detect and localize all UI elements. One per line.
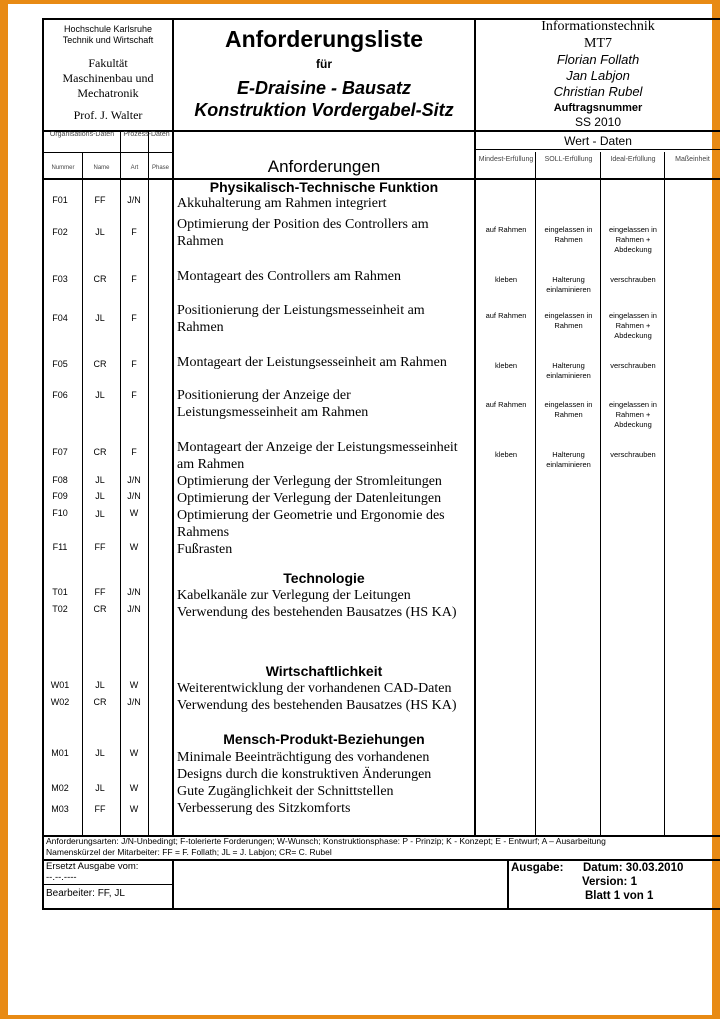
subtitle-line2: Konstruktion Vordergabel-Sitz — [194, 100, 454, 120]
institution-line1: Hochschule Karlsruhe — [63, 24, 153, 34]
row-name: FF — [94, 195, 106, 205]
row-name: CR — [93, 604, 107, 614]
row-text: Weiterentwicklung der vorhandenen CAD-Daten — [177, 681, 452, 696]
section-title: Wirtschaftlichkeit — [265, 663, 383, 679]
row-number: F02 — [52, 227, 68, 237]
row-number: M01 — [51, 748, 69, 758]
row-text: Gute Zugänglichkeit der Schnittstellen — [177, 784, 394, 799]
row-art: J/N — [127, 475, 141, 485]
soll-value: einlaminieren — [546, 371, 591, 380]
row-number: W01 — [50, 680, 70, 690]
row-name: JL — [95, 748, 105, 758]
soll-value: Halterung — [552, 361, 585, 370]
col-phase: Phase — [151, 165, 169, 171]
soll-value: eingelassen in — [544, 225, 593, 234]
row-name: JL — [95, 783, 105, 793]
faculty-line1: Fakultät — [88, 56, 128, 70]
col-wert-daten: Wert - Daten — [564, 134, 632, 148]
row-name: JL — [95, 680, 105, 690]
row-number: F07 — [52, 447, 68, 457]
row-text: Optimierung der Position des Controllers am — [177, 217, 429, 232]
row-name: JL — [95, 475, 105, 485]
row-text: Designs durch die konstruktiven Änderungen — [177, 767, 432, 782]
row-number: F04 — [52, 313, 68, 323]
row-art: F — [131, 227, 137, 237]
row-number: M03 — [51, 804, 69, 814]
row-number: F08 — [52, 475, 68, 485]
row-number: F06 — [52, 390, 68, 400]
row-number: F10 — [52, 508, 68, 518]
ideal-value: Rahmen + — [615, 235, 651, 244]
row-art: J/N — [127, 604, 141, 614]
row-number: T01 — [52, 587, 68, 597]
row-art: W — [129, 508, 139, 518]
row-art: F — [131, 390, 137, 400]
row-name: JL — [95, 509, 105, 519]
row-number: F09 — [52, 491, 68, 501]
row-number: M02 — [51, 783, 69, 793]
bearbeiter: Bearbeiter: FF, JL — [46, 888, 125, 899]
col-proc-data: Prozess-Daten — [123, 131, 170, 138]
row-name: FF — [94, 804, 106, 814]
ideal-value: Abdeckung — [614, 420, 652, 429]
row-name: JL — [95, 491, 105, 501]
subtitle-line1: E-Draisine - Bausatz — [236, 78, 412, 98]
row-number: T02 — [52, 604, 68, 614]
row-art: W — [129, 680, 139, 690]
section-title: Technologie — [283, 570, 365, 586]
row-text: Kabelkanäle zur Verlegung der Leitungen — [177, 588, 411, 603]
row-text: Positionierung der Leistungsmesseinheit am — [177, 303, 425, 318]
soll-value: einlaminieren — [546, 460, 591, 469]
soll-value: eingelassen in — [544, 400, 593, 409]
ideal-value: Abdeckung — [614, 331, 652, 340]
ideal-value: eingelassen in — [609, 225, 657, 234]
row-name: JL — [95, 227, 105, 237]
section-title: Mensch-Produkt-Beziehungen — [223, 731, 425, 747]
col-ideal: Ideal-Erfüllung — [610, 156, 656, 163]
col-nummer: Nummer — [51, 165, 75, 171]
row-art: J/N — [127, 697, 141, 707]
row-number: F11 — [52, 542, 68, 552]
ersetzt-value: --.--.---- — [46, 872, 77, 883]
course: MT7 — [584, 36, 612, 51]
row-text: Fußrasten — [177, 542, 233, 557]
row-art: J/N — [127, 587, 141, 597]
author-1: Florian Follath — [556, 52, 640, 67]
semester: SS 2010 — [574, 115, 622, 129]
row-text: Verbesserung des Sitzkomforts — [177, 801, 351, 816]
soll-value: Rahmen — [554, 410, 583, 419]
soll-value: Rahmen — [554, 235, 583, 244]
mindest-value: auf Rahmen — [485, 225, 527, 234]
row-number: W02 — [50, 697, 70, 707]
row-art: F — [131, 359, 137, 369]
row-name: FF — [94, 587, 106, 597]
ideal-value: Rahmen + — [615, 321, 651, 330]
soll-value: Halterung — [552, 275, 585, 284]
ideal-value: Rahmen + — [615, 410, 651, 419]
row-text: am Rahmen — [177, 457, 245, 472]
ausgabe-datum: Datum: 30.03.2010 — [583, 862, 684, 874]
title-fuer: für — [316, 57, 332, 71]
order-number-label: Auftragsnummer — [553, 102, 643, 114]
faculty-line2: Maschinenbau und — [62, 71, 154, 85]
col-art: Art — [130, 165, 139, 171]
ideal-value: verschrauben — [610, 361, 656, 370]
soll-value: einlaminieren — [546, 285, 591, 294]
institution-line2: Technik und Wirtschaft — [62, 35, 154, 45]
row-text: Optimierung der Geometrie und Ergonomie des — [177, 508, 445, 523]
row-text: Rahmen — [177, 320, 224, 335]
row-name: FF — [94, 542, 106, 552]
row-art: J/N — [127, 491, 141, 501]
faculty-line3: Mechatronik — [77, 86, 139, 100]
row-text: Akkuhalterung am Rahmen integriert — [177, 196, 387, 211]
row-text: Montageart der Leistungsesseinheit am Rahmen — [177, 355, 447, 370]
mindest-value: kleben — [494, 361, 518, 370]
row-art: F — [131, 274, 137, 284]
document-page — [8, 4, 712, 1015]
row-name: CR — [93, 697, 107, 707]
row-art: J/N — [127, 195, 141, 205]
mindest-value: auf Rahmen — [485, 400, 527, 409]
soll-value: Rahmen — [554, 321, 583, 330]
row-art: W — [129, 783, 139, 793]
mindest-value: kleben — [494, 275, 518, 284]
author-3: Christian Rubel — [553, 84, 643, 99]
row-text: Optimierung der Verlegung der Datenleitungen — [177, 491, 442, 506]
ideal-value: eingelassen in — [609, 400, 657, 409]
page-title: Anforderungsliste — [224, 26, 424, 52]
soll-value: Halterung — [552, 450, 585, 459]
row-name: CR — [93, 359, 107, 369]
row-text: Minimale Beeinträchtigung des vorhandenen — [177, 750, 430, 765]
row-name: CR — [93, 274, 107, 284]
col-soll: SOLL-Erfüllung — [544, 156, 593, 163]
row-text: Rahmen — [177, 234, 224, 249]
section-title: Physikalisch-Technische Funktion — [209, 179, 439, 195]
row-name: JL — [95, 390, 105, 400]
ausgabe-label: Ausgabe: — [511, 862, 564, 874]
row-text: Leistungsmesseinheit am Rahmen — [177, 405, 369, 420]
author-2: Jan Labjon — [566, 68, 630, 83]
mindest-value: kleben — [494, 450, 518, 459]
row-text: Montageart der Anzeige der Leistungsmesseinheit — [177, 440, 458, 455]
row-art: F — [131, 447, 137, 457]
row-text: Verwendung des bestehenden Bausatzes (HS KA) — [177, 605, 457, 620]
professor: Prof. J. Walter — [73, 108, 143, 122]
col-mindest: Mindest-Erfüllung — [478, 156, 534, 163]
row-text: Montageart des Controllers am Rahmen — [177, 269, 401, 284]
ideal-value: Abdeckung — [614, 245, 652, 254]
row-name: CR — [93, 447, 107, 457]
row-art: W — [129, 804, 139, 814]
ersetzt-label: Ersetzt Ausgabe vom: — [46, 861, 139, 872]
mindest-value: auf Rahmen — [485, 311, 527, 320]
row-text: Optimierung der Verlegung der Stromleitungen — [177, 474, 442, 489]
ideal-value: eingelassen in — [609, 311, 657, 320]
row-number: F05 — [52, 359, 68, 369]
ideal-value: verschrauben — [610, 450, 656, 459]
row-text: Positionierung der Anzeige der — [177, 388, 351, 403]
row-art: W — [129, 748, 139, 758]
col-name: Name — [93, 165, 110, 171]
ausgabe-blatt: Blatt 1 von 1 — [585, 890, 654, 902]
col-masseinheit: Maßeinheit — [675, 156, 710, 163]
legend-staff-abbreviations: Namenskürzel der Mitarbeiter: FF = F. Follath; JL = J. Labjon; CR= C. Rubel — [46, 847, 332, 857]
row-art: W — [129, 542, 139, 552]
soll-value: eingelassen in — [544, 311, 593, 320]
department: Informationstechnik — [541, 19, 655, 34]
row-number: F03 — [52, 274, 68, 284]
legend-requirement-types: Anforderungsarten: J/N-Unbedingt; F-tolerierte Forderungen; W-Wunsch; Konstruktionsphase: P - Prinzip; K - Konzept; E - Entwurf; A – Ausarbeitung — [46, 836, 606, 846]
ideal-value: verschrauben — [610, 275, 656, 284]
col-anforderungen: Anforderungen — [267, 157, 381, 176]
col-org-data: Organisations-Daten — [49, 131, 115, 138]
row-name: JL — [95, 313, 105, 323]
ausgabe-version: Version: 1 — [582, 876, 637, 888]
row-text: Verwendung des bestehenden Bausatzes (HS KA) — [177, 698, 457, 713]
row-text: Rahmens — [177, 525, 230, 540]
row-number: F01 — [52, 195, 68, 205]
row-art: F — [131, 313, 137, 323]
